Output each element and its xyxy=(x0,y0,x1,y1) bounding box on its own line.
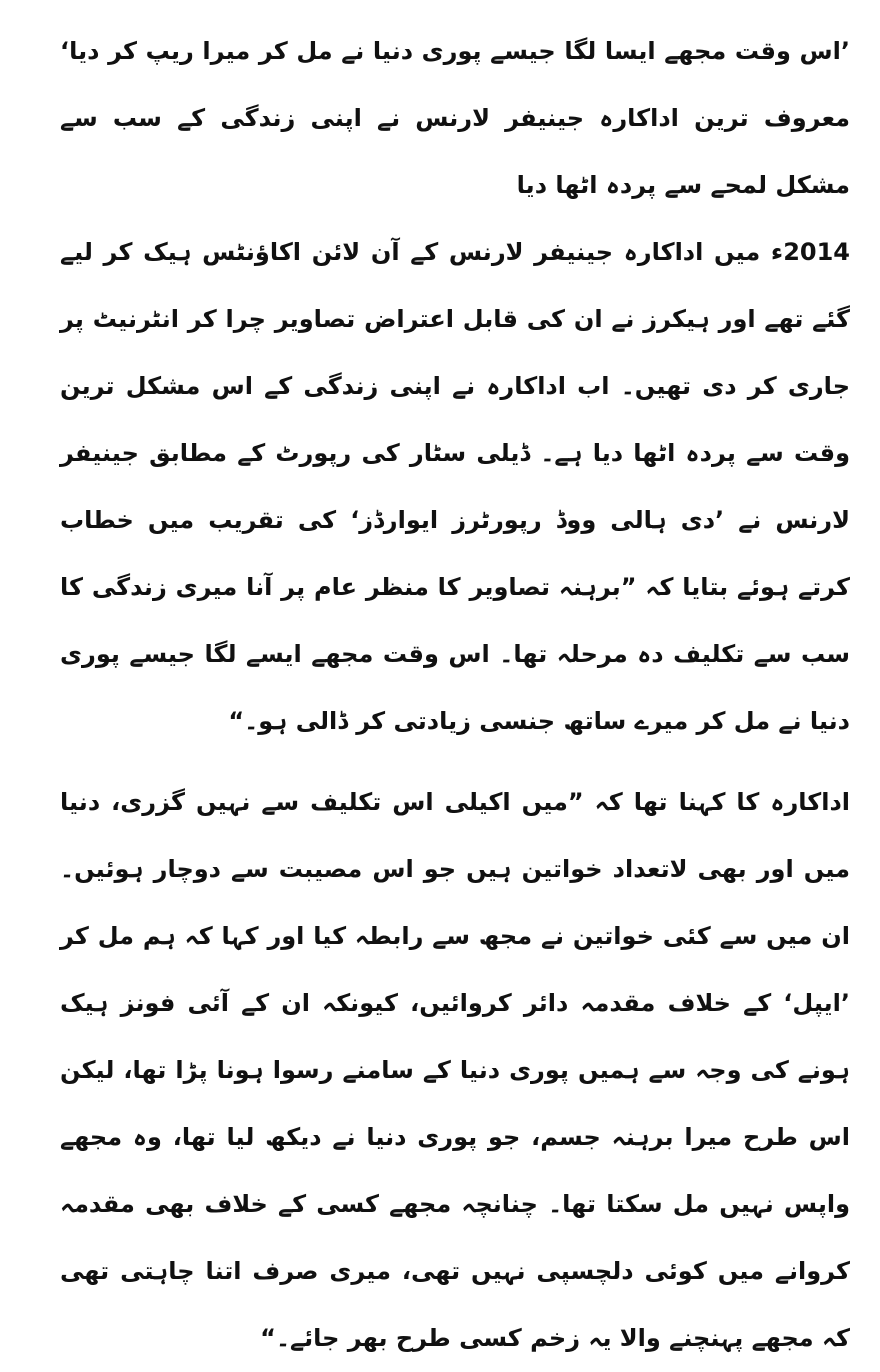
article-intro: ’اس وقت مجھے ایسا لگا جیسے پوری دنیا نے مل کر میرا ریپ کر دیا‘ معروف ترین اداکارہ جینیفر لارنس نے اپنی زندگی کے سب سے مشکل لمحے سے پردہ اٹھا دیا xyxy=(60,37,850,199)
article-paragraph-2: اداکارہ کا کہنا تھا کہ ”میں اکیلی اس تکلیف سے نہیں گزری، دنیا میں اور بھی لاتعداد خواتین ہیں جو اس مصیبت سے دوچار ہوئیں۔ ان میں سے کئی خواتین نے مجھ سے رابطہ کیا اور کہا کہ ہم مل کر ’ایپل‘ کے خلاف مقدمہ دائر کروائیں، کیونکہ ان کے آئی فونز ہیک ہونے کی وجہ سے ہمیں پوری دنیا کے سامنے رسوا ہونا پڑا تھا، لیکن اس طرح میرا برہنہ جسم، جو پوری دنیا نے دیکھ لیا تھا، وہ مجھے واپس نہیں مل سکتا تھا۔ چنانچہ مجھے کسی کے خلاف بھی مقدمہ کروانے میں کوئی دلچسپی نہیں تھی، میری صرف اتنا چاہتی تھی کہ مجھے پہنچنے والا یہ زخم کسی طرح بھر جائے۔“ xyxy=(60,788,850,1352)
article-paragraph-1: 2014ء میں اداکارہ جینیفر لارنس کے آن لائن اکاؤنٹس ہیک کر لیے گئے تھے اور ہیکرز نے ان کی قابل اعتراض تصاویر چرا کر انٹرنیٹ پر جاری کر دی تھیں۔ اب اداکارہ نے اپنی زندگی کے اس مشکل ترین وقت سے پردہ اٹھا دیا ہے۔ ڈیلی سٹار کی رپورٹ کے مطابق جینیفر لارنس نے ’دی ہالی ووڈ رپورٹرز ایوارڈز‘ کی تقریب میں خطاب کرتے ہوئے بتایا کہ ”برہنہ تصاویر کا منظر عام پر آنا میری زندگی کا سب سے تکلیف دہ مرحلہ تھا۔ اس وقت مجھے ایسے لگا جیسے پوری دنیا نے مل کر میرے ساتھ جنسی زیادتی کر ڈالی ہو۔“ xyxy=(60,238,850,735)
